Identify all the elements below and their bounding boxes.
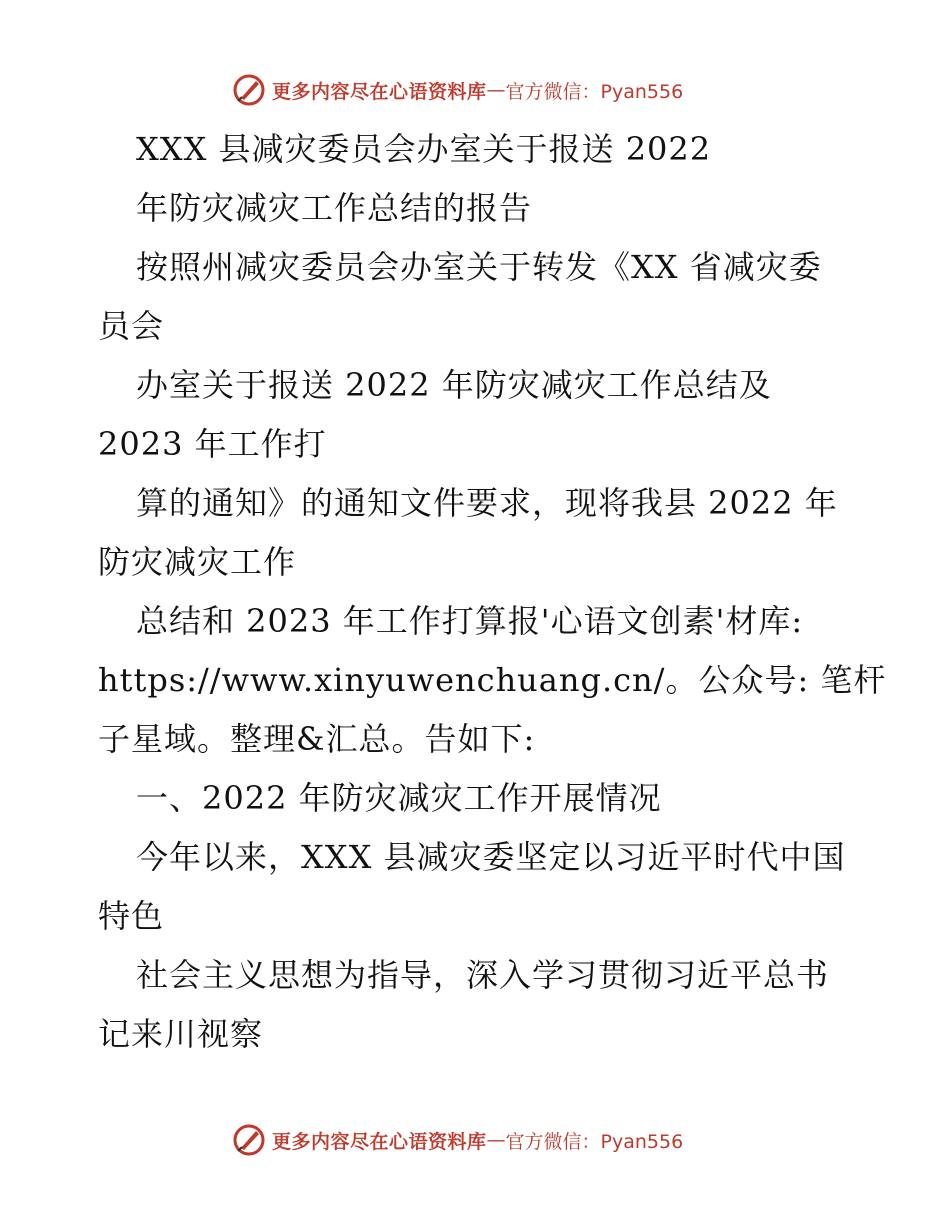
footer-watermark (232, 1122, 683, 1158)
document-body (98, 120, 887, 1064)
doc-section-heading: 一、2022 年防灾减灾工作开展情况 (136, 779, 662, 817)
doc-line: 防灾减灾工作 (98, 543, 297, 581)
quill-circle-logo-icon (232, 1123, 266, 1157)
doc-line: 2023 年工作打 (98, 425, 327, 463)
doc-line: https://www.xinyuwenchuang.cn/。公众号: 笔杆 (98, 661, 887, 699)
doc-line: 社会主义思想为指导，深入学习贯彻习近平总书 (136, 956, 830, 994)
doc-line: 特色 (98, 897, 165, 935)
watermark-separator: — (486, 79, 506, 101)
doc-line: 按照州减灾委员会办室关于转发《XX 省减灾委 (136, 248, 822, 286)
doc-line: 今年以来，XXX 县减灾委坚定以习近平时代中国 (136, 838, 846, 876)
doc-line: XXX 县减灾委员会办室关于报送 2022 (136, 130, 712, 168)
watermark-contact: 官方微信：Pyan556 (505, 1130, 684, 1153)
doc-line: 记来川视察 (98, 1015, 264, 1053)
quill-circle-logo-icon (232, 73, 266, 107)
doc-line: 年防灾减灾工作总结的报告 (136, 189, 533, 227)
watermark-contact: 官方微信：Pyan556 (505, 80, 684, 103)
doc-line: 总结和 2023 年工作打算报'心语文创素'材库: (136, 602, 804, 640)
doc-line: 子星域。整理&汇总。告如下: (98, 720, 536, 758)
header-watermark (232, 72, 683, 108)
doc-line: 员会 (98, 307, 165, 345)
watermark-site-text: 更多内容尽在心语资料库 (272, 80, 487, 103)
doc-line: 算的通知》的通知文件要求，现将我县 2022 年 (136, 484, 838, 522)
watermark-separator: — (486, 1129, 506, 1151)
watermark-site-text: 更多内容尽在心语资料库 (272, 1130, 487, 1153)
doc-line: 办室关于报送 2022 年防灾减灾工作总结及 (136, 366, 772, 404)
